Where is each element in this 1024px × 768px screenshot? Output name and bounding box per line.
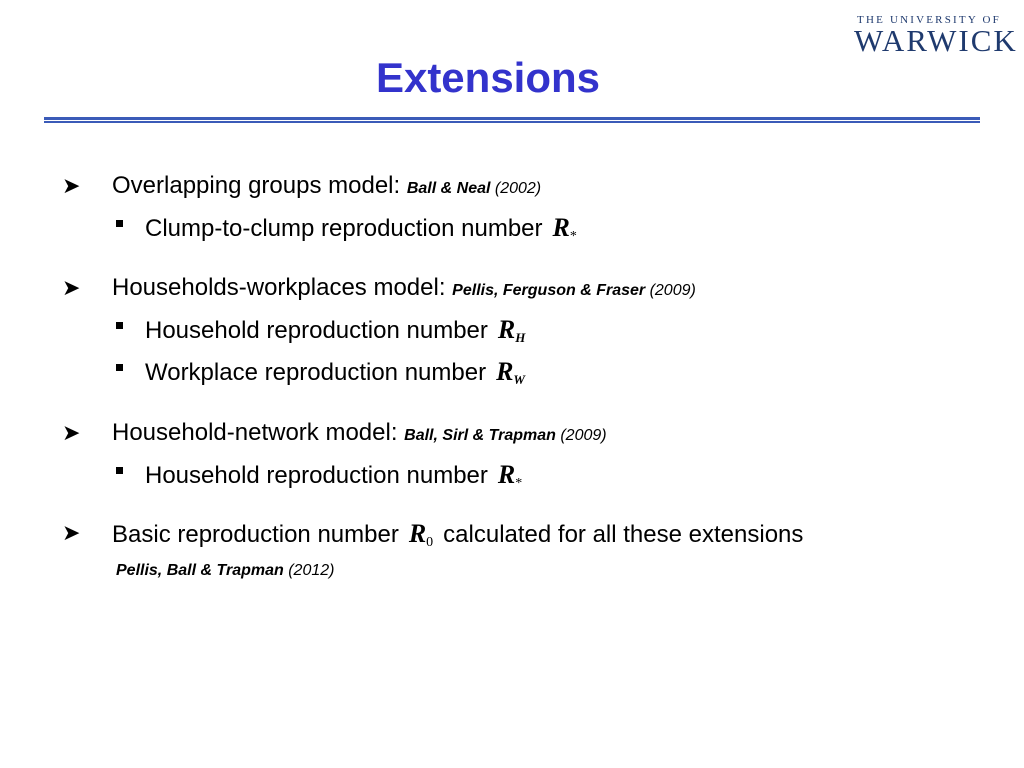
arrow-bullet-icon: ➤ (62, 275, 81, 300)
citation-year: (2009) (555, 427, 607, 444)
citation-authors: Pellis, Ball & Trapman (116, 562, 284, 579)
subbullet-text: Household reproduction number (145, 462, 488, 489)
bullet-text: Basic reproduction number (112, 521, 399, 548)
logo-top-text: THE UNIVERSITY OF (857, 14, 1001, 26)
subbullet-text: Household reproduction number (145, 317, 488, 344)
math-symbol: $R_W$ (496, 357, 525, 387)
square-bullet-icon (116, 220, 123, 227)
bullet-text-continued: calculated for all these extensions (443, 521, 804, 548)
math-symbol: $R_*$ (552, 213, 577, 244)
bullet-text: Households-workplaces model: (112, 274, 453, 301)
slide-title: Extensions (375, 54, 601, 101)
math-symbol: $R_H$ (497, 315, 526, 345)
citation-year: (2009) (645, 282, 696, 299)
square-bullet-icon (116, 322, 123, 329)
square-bullet-icon (116, 467, 123, 474)
subbullet-text: Workplace reproduction number (145, 359, 487, 386)
citation-year: (2012) (283, 562, 335, 579)
basic-reproduction-citation (116, 562, 334, 580)
citation-authors: Ball, Sirl & Trapman (404, 427, 556, 444)
citation-authors: Pellis, Ferguson & Fraser (452, 282, 646, 299)
bullet-text: Household-network model: (112, 419, 405, 446)
arrow-bullet-icon: ➤ (62, 173, 81, 198)
subbullet-text: Clump-to-clump reproduction number (145, 215, 543, 242)
square-bullet-icon (116, 364, 123, 371)
bullet-text: Overlapping groups model: (112, 172, 407, 199)
logo-main-text: WARWICK (854, 23, 1018, 58)
math-symbol: $R_*$ (497, 460, 523, 491)
arrow-bullet-icon: ➤ (62, 420, 81, 445)
arrow-bullet-icon: ➤ (62, 520, 81, 545)
math-symbol: $R_0$ (408, 519, 434, 550)
citation-authors: Ball & Neal (406, 180, 491, 197)
citation-year: (2002) (490, 180, 542, 197)
